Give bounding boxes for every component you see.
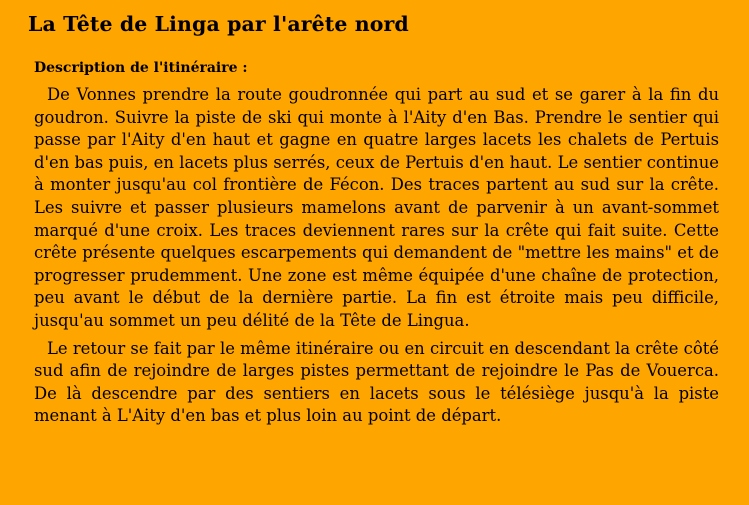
page-title: La Tête de Linga par l'arête nord: [28, 12, 409, 36]
paragraph-ascent: De Vonnes prendre la route goudronnée qui part au sud et se garer à la fin du goudron. Suivre la piste de ski qui monte à l'Aity d'en Bas. Prendre le sentier qui passe par l'Aity d'en haut et gagne en quatre larges lacets les chalets de Pertuis d'en bas puis, en lacets plus serrés, ceux de Pertuis d'en haut. Le sentier continue à monter jusqu'au col frontière de Fécon. Des traces partent au sud sur la crête. Les suivre et passer plusieurs mamelons avant de parvenir à un avant-sommet marqué d'une croix. Les traces deviennent rares sur la crête qui fait suite. Cette crête présente quelques escarpements qui demandent de "mettre les mains" et de progresser prudemment. Une zone est même équipée d'une chaîne de protection, peu avant le début de la dernière partie. La fin est étroite mais peu difficile, jusqu'au sommet un peu délité de la Tête de Lingua.: [34, 85, 719, 330]
paragraph-return: Le retour se fait par le même itinéraire ou en circuit en descendant la crête côté sud afin de rejoindre de larges pistes permettant de rejoindre le Pas de Vouerca. De là descendre par des sentiers en lacets sous le télésiège jusqu'à la piste menant à L'Aity d'en bas et plus loin au point de départ.: [34, 338, 719, 426]
itinerary-description: [34, 84, 719, 433]
section-heading: Description de l'itinéraire :: [34, 60, 248, 76]
